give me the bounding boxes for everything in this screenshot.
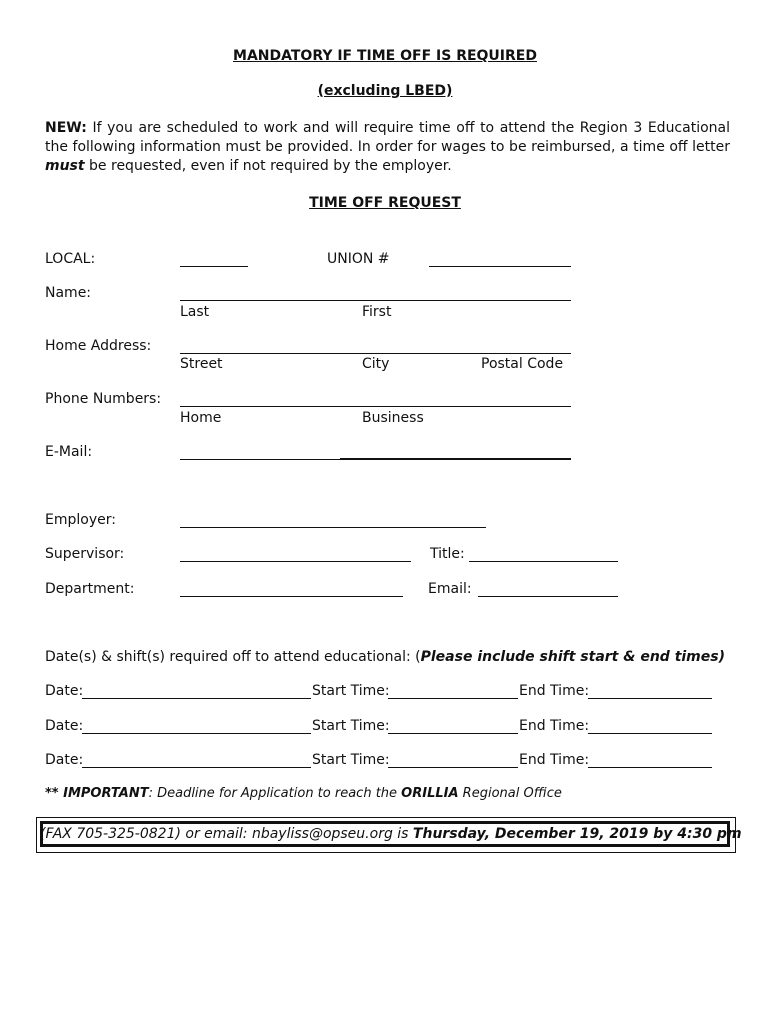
start-time-label: Start Time: [312, 683, 390, 699]
deadline-date: Thursday, December 19, 2019 by 4:30 pm [412, 826, 742, 842]
important-text-1: : Deadline for Application to reach the [148, 786, 402, 801]
end-time-input-line[interactable] [588, 733, 712, 734]
union-label: UNION # [327, 251, 390, 267]
date-label: Date: [45, 718, 84, 734]
email-input-line-b[interactable] [340, 458, 571, 460]
deadline-text-plain: (FAX 705-325-0821) or email: nbayliss@opseu.org is [40, 826, 413, 842]
dates-prompt-emphasis: Please include shift start & end times) [420, 649, 725, 665]
dept-email-label: Email: [428, 581, 472, 597]
address-postal-caption: Postal Code [481, 356, 564, 372]
department-label: Department: [45, 581, 135, 597]
intro-text-1: If you are scheduled to work and will require time off to attend the Region 3 Educational the following information must be provided. In order for wages to be reimbursed, a time off letter [45, 120, 730, 155]
start-time-label: Start Time: [312, 718, 390, 734]
supervisor-input-line[interactable] [180, 561, 411, 562]
dept-email-input-line[interactable] [478, 596, 618, 597]
date-input-line[interactable] [82, 767, 311, 768]
department-input-line[interactable] [180, 596, 403, 597]
address-street-caption: Street [180, 356, 223, 372]
dates-prompt [45, 649, 725, 665]
important-office: ORILLIA [401, 786, 459, 801]
local-input-line[interactable] [180, 266, 248, 267]
name-last-caption: Last [180, 304, 210, 320]
intro-paragraph [45, 119, 730, 176]
address-label: Home Address: [45, 338, 152, 354]
must-emphasis: must [45, 158, 85, 174]
important-text-2: Regional Office [458, 786, 562, 801]
employer-label: Employer: [45, 512, 116, 528]
intro-text-2: be requested, even if not required by the employer. [84, 158, 452, 174]
start-time-input-line[interactable] [388, 767, 518, 768]
address-input-line[interactable] [180, 353, 571, 354]
important-note [45, 786, 562, 801]
end-time-input-line[interactable] [588, 767, 712, 768]
local-label: LOCAL: [45, 251, 96, 267]
date-input-line[interactable] [82, 698, 311, 699]
end-time-label: End Time: [519, 683, 590, 699]
phone-input-line[interactable] [180, 406, 571, 407]
date-input-line[interactable] [82, 733, 311, 734]
employer-input-line[interactable] [180, 527, 486, 528]
start-time-label: Start Time: [312, 752, 390, 768]
date-label: Date: [45, 752, 84, 768]
deadline-text [40, 826, 742, 842]
name-first-caption: First [362, 304, 392, 320]
address-city-caption: City [362, 356, 390, 372]
new-label: NEW: [45, 120, 87, 136]
form-title: MANDATORY IF TIME OFF IS REQUIRED [233, 48, 537, 64]
union-input-line[interactable] [429, 266, 571, 267]
date-label: Date: [45, 683, 84, 699]
important-label: ** IMPORTANT [45, 786, 149, 801]
name-input-line[interactable] [180, 300, 571, 301]
title-label: Title: [430, 546, 465, 562]
start-time-input-line[interactable] [388, 698, 518, 699]
name-label: Name: [45, 285, 92, 301]
start-time-input-line[interactable] [388, 733, 518, 734]
end-time-label: End Time: [519, 752, 590, 768]
email-input-line-a[interactable] [180, 459, 340, 460]
end-time-input-line[interactable] [588, 698, 712, 699]
supervisor-label: Supervisor: [45, 546, 125, 562]
title-input-line[interactable] [469, 561, 618, 562]
dates-prompt-plain: Date(s) & shift(s) required off to attend educational: ( [45, 649, 421, 665]
phone-label: Phone Numbers: [45, 391, 162, 407]
section-title: TIME OFF REQUEST [309, 195, 461, 211]
phone-home-caption: Home [180, 410, 222, 426]
phone-business-caption: Business [362, 410, 424, 426]
end-time-label: End Time: [519, 718, 590, 734]
form-subtitle: (excluding LBED) [317, 83, 453, 99]
email-label: E-Mail: [45, 444, 93, 460]
